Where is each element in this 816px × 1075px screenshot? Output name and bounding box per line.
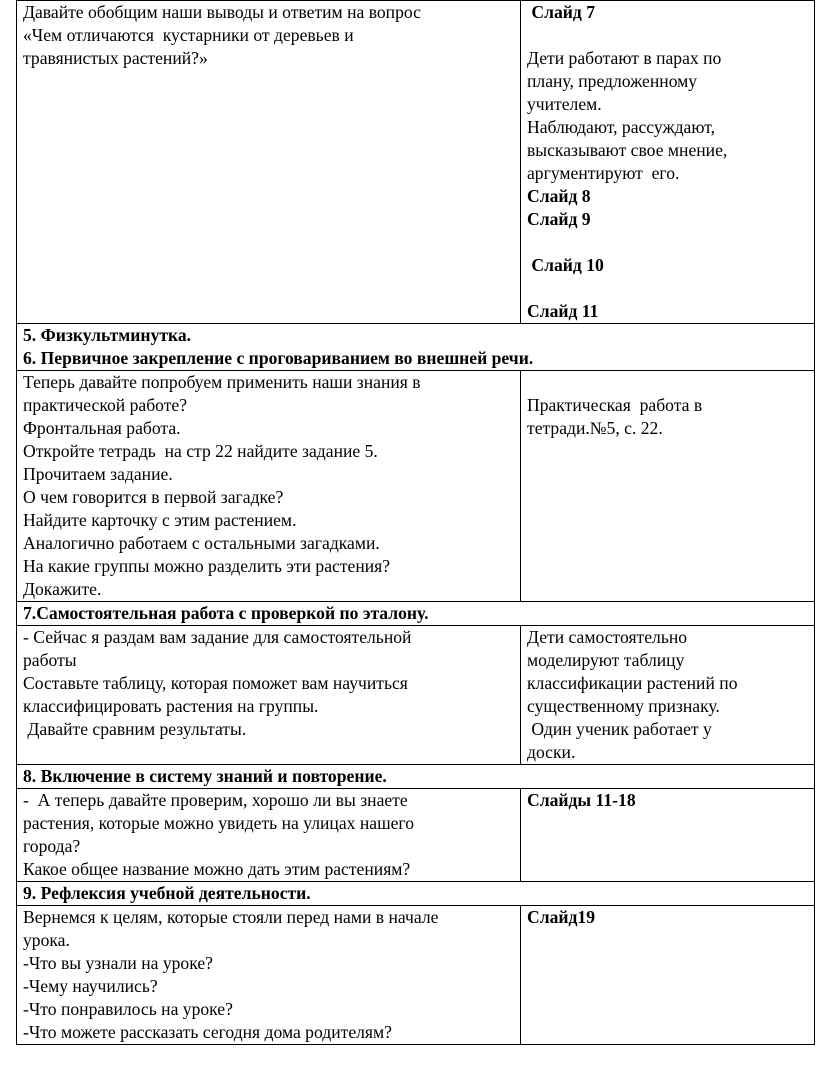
text-line: классифицировать растения на группы. (23, 696, 319, 716)
text-line: Аналогично работаем с остальными загадками. (23, 533, 380, 553)
text-line: Какое общее название можно дать этим растениям? (23, 859, 411, 879)
section-header-row (17, 602, 815, 626)
section-heading: 8. Включение в систему знаний и повторение. (23, 766, 387, 786)
text-line: классификации растений по (527, 673, 738, 693)
teacher-activity-cell (17, 626, 521, 765)
text-line: аргументируют его. (527, 163, 680, 183)
text-line: урока. (23, 930, 70, 950)
text-line: -Что понравилось на уроке? (23, 999, 233, 1019)
section-header-cell (17, 602, 815, 626)
slide-label: Слайд 11 (527, 301, 599, 321)
slide-label: Слайды 11-18 (527, 790, 636, 810)
section-header-cell (17, 765, 815, 789)
text-line: - А теперь давайте проверим, хорошо ли вы знаете (23, 790, 408, 810)
teacher-activity-cell (17, 371, 521, 602)
lesson-table (16, 0, 815, 1045)
text-line: существенному признаку. (527, 696, 720, 716)
student-activity-cell (521, 626, 815, 765)
section-heading: 5. Физкультминутка. (23, 325, 192, 345)
text-line: О чем говорится в первой загадке? (23, 487, 284, 507)
text-line: Давайте сравним результаты. (23, 719, 247, 739)
text-line: плану, предложенному (527, 71, 698, 91)
text-line: учителем. (527, 94, 602, 114)
text-line: Фронтальная работа. (23, 418, 181, 438)
text-line: города? (23, 836, 81, 856)
text-line: работы (23, 650, 77, 670)
text-line: Практическая работа в (527, 395, 703, 415)
slide-label: Слайд 8 (527, 186, 591, 206)
text-line: тетради.№5, с. 22. (527, 418, 663, 438)
slide-label: Слайд19 (527, 907, 596, 927)
section-header-row (17, 882, 815, 906)
section-header-row (17, 765, 815, 789)
teacher-activity-cell (17, 906, 521, 1045)
text-line: травянистых растений?» (23, 48, 208, 68)
text-line: Дети работают в парах по (527, 48, 722, 68)
text-line: Давайте обобщим наши выводы и ответим на вопрос (23, 2, 421, 22)
text-line: На какие группы можно разделить эти растения? (23, 556, 391, 576)
text-line: Откройте тетрадь на стр 22 найдите задание 5. (23, 441, 378, 461)
section-header-cell (17, 324, 815, 371)
text-line: Найдите карточку с этим растением. (23, 510, 297, 530)
table-row (17, 626, 815, 765)
text-line: Наблюдают, рассуждают, (527, 117, 716, 137)
slide-label: Слайд 9 (527, 209, 591, 229)
student-activity-cell (521, 789, 815, 882)
lesson-plan-document (16, 0, 802, 1045)
student-activity-cell (521, 1, 815, 324)
section-header-row (17, 324, 815, 371)
text-line: Дети самостоятельно (527, 627, 688, 647)
text-line: - Сейчас я раздам вам задание для самостоятельной (23, 627, 412, 647)
text-line: практической работе? (23, 395, 188, 415)
text-line: Докажите. (23, 579, 102, 599)
section-heading: 9. Рефлексия учебной деятельности. (23, 883, 311, 903)
text-line: Прочитаем задание. (23, 464, 173, 484)
table-row (17, 906, 815, 1045)
table-row (17, 789, 815, 882)
table-row (17, 371, 815, 602)
slide-label: Слайд 7 (527, 2, 596, 22)
slide-label: Слайд 10 (527, 255, 604, 275)
text-line: -Что вы узнали на уроке? (23, 953, 213, 973)
text-line: -Чему научились? (23, 976, 158, 996)
text-line: «Чем отличаются кустарники от деревьев и (23, 25, 354, 45)
text-line: моделируют таблицу (527, 650, 685, 670)
text-line: -Что можете рассказать сегодня дома родителям? (23, 1022, 392, 1042)
teacher-activity-cell (17, 1, 521, 324)
student-activity-cell (521, 906, 815, 1045)
section-header-cell (17, 882, 815, 906)
text-line: растения, которые можно увидеть на улицах нашего (23, 813, 414, 833)
text-line: высказывают свое мнение, (527, 140, 728, 160)
table-row (17, 1, 815, 324)
text-line: Составьте таблицу, которая поможет вам научиться (23, 673, 408, 693)
text-line: Вернемся к целям, которые стояли перед нами в начале (23, 907, 439, 927)
section-heading: 6. Первичное закрепление с проговариванием во внешней речи. (23, 348, 534, 368)
student-activity-cell (521, 371, 815, 602)
teacher-activity-cell (17, 789, 521, 882)
text-line: доски. (527, 742, 576, 762)
text-line: Один ученик работает у (527, 719, 712, 739)
text-line: Теперь давайте попробуем применить наши знания в (23, 372, 421, 392)
section-heading: 7.Самостоятельная работа с проверкой по эталону. (23, 603, 429, 623)
